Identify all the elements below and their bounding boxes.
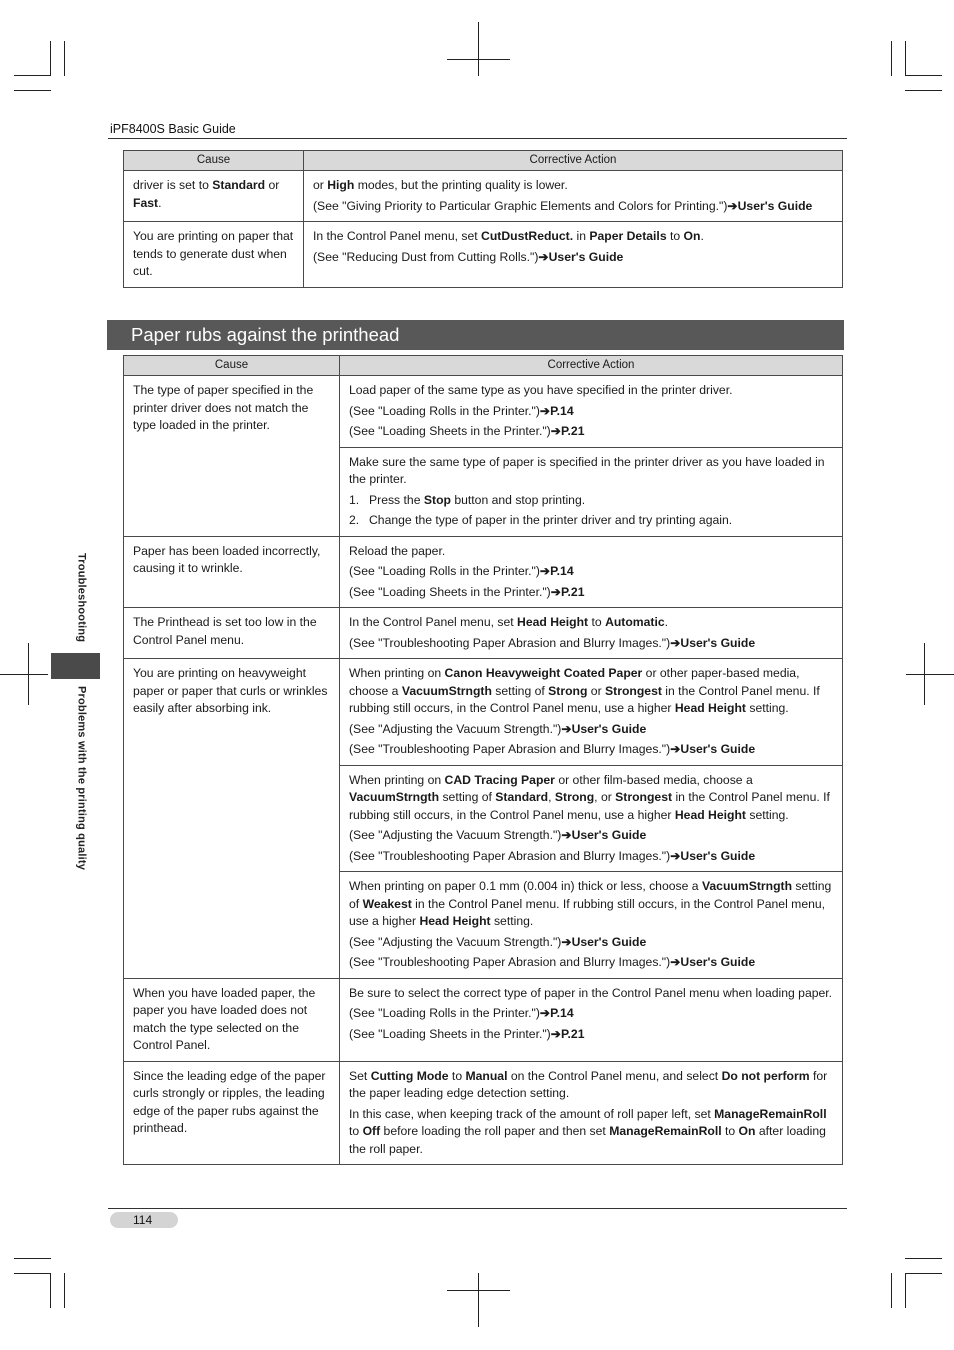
action-paragraph	[349, 563, 833, 581]
table-row	[124, 536, 843, 608]
bold-term: User's Guide	[680, 955, 756, 969]
action-paragraph	[349, 985, 833, 1003]
reference-arrow-icon: ➔	[550, 424, 561, 438]
bold-term: Head Height	[674, 701, 746, 715]
bold-term: VacuumStrngth	[701, 879, 793, 893]
text-run: modes, but the printing quality is lower.	[354, 178, 568, 192]
table-row	[124, 222, 843, 288]
bold-term: User's Guide	[571, 721, 647, 736]
action-paragraph	[349, 543, 833, 561]
text-run: (See "Adjusting the Vacuum Strength.")	[349, 721, 562, 736]
text-run: In the Control Panel menu, set	[349, 615, 518, 629]
section-title: Paper rubs against the printhead	[131, 324, 400, 345]
bold-term: P.14	[550, 403, 574, 418]
corrective-action-cell	[340, 765, 843, 872]
text-run: after loading the roll paper.	[349, 1124, 826, 1156]
paper-rubs-troubleshooting-table	[123, 355, 843, 1165]
text-run: setting of	[439, 790, 496, 804]
bold-term: User's Guide	[548, 249, 624, 264]
bold-term: User's Guide	[680, 635, 756, 650]
bold-term: P.14	[550, 564, 574, 578]
bold-term: User's Guide	[680, 742, 756, 756]
reference-arrow-icon: ➔	[670, 848, 681, 863]
step-item	[349, 512, 833, 530]
cause-text	[133, 543, 330, 578]
corrective-action-cell	[340, 376, 843, 448]
text-run: or	[587, 683, 606, 698]
bold-term: On	[683, 229, 701, 243]
text-run: button and stop printing.	[450, 492, 586, 507]
reference-arrow-icon: ➔	[670, 635, 681, 650]
bold-term: Head Height	[517, 615, 589, 629]
action-paragraph	[349, 878, 833, 931]
action-paragraph	[349, 454, 833, 489]
corrective-action-cell	[340, 978, 843, 1061]
action-column-header: Corrective Action	[304, 151, 843, 171]
cause-text	[133, 177, 294, 212]
text-run: setting.	[745, 701, 789, 715]
text-run: .	[158, 195, 162, 210]
action-paragraph	[349, 1005, 833, 1023]
text-run: setting of	[491, 683, 549, 698]
text-run: (See "Troubleshooting Paper Abrasion and Blurry Images.")	[349, 742, 671, 756]
reference-arrow-icon: ➔	[539, 1006, 551, 1020]
page-number: 114	[133, 1213, 153, 1227]
text-run: (See "Loading Sheets in the Printer.")	[349, 1026, 551, 1041]
text-run: or	[313, 178, 328, 192]
bold-term: Strongest	[605, 683, 662, 698]
bold-term: Strong	[554, 790, 595, 804]
cause-text	[133, 228, 294, 281]
text-run: Be sure to select the correct type of paper in the Control Panel menu when loading paper.	[349, 985, 833, 1000]
text-run: , or	[594, 790, 616, 804]
reference-arrow-icon: ➔	[561, 828, 572, 842]
action-paragraph	[349, 614, 833, 632]
corrective-action-cell	[340, 659, 843, 766]
cause-text	[133, 382, 330, 435]
cause-cell	[124, 1061, 340, 1165]
bold-term: VacuumStrngth	[349, 790, 440, 804]
bold-term: Stop	[423, 492, 451, 507]
action-paragraph	[349, 403, 833, 421]
text-run: in the Control Panel menu. If rubbing still occurs, in the Control Panel menu, use a higher	[349, 790, 830, 822]
bold-term: Do not perform	[721, 1068, 810, 1083]
table-row	[124, 978, 843, 1061]
text-run: to	[721, 1124, 739, 1138]
reference-arrow-icon: ➔	[539, 564, 551, 578]
text-run: (See "Loading Rolls in the Printer.")	[349, 403, 540, 418]
cause-text	[133, 614, 330, 649]
cause-text	[133, 985, 330, 1055]
text-run: or other paper-based media, choose a	[349, 666, 800, 698]
step-number: 1.	[349, 492, 360, 507]
text-run: (See "Adjusting the Vacuum Strength.")	[349, 934, 562, 949]
text-run: The Printhead is set too low in the Control Panel menu.	[133, 615, 317, 647]
text-run: In the Control Panel menu, set	[313, 229, 482, 243]
bold-term: Automatic	[605, 615, 665, 629]
bold-term: Weakest	[362, 896, 412, 911]
sidebar-section-label: Problems with the printing quality	[75, 686, 88, 871]
text-run: in the Control Panel menu. If rubbing still occurs, in the Control Panel menu, use a higher	[349, 896, 826, 928]
text-run: You are printing on paper that tends to generate dust when cut.	[133, 229, 294, 278]
corrective-action-cell	[340, 872, 843, 979]
action-paragraph	[349, 423, 833, 441]
running-header: iPF8400S Basic Guide	[110, 122, 236, 136]
reference-arrow-icon: ➔	[561, 721, 572, 736]
bold-term: Head Height	[419, 914, 491, 928]
text-run: When you have loaded paper, the paper you have loaded does not match the type selected on the Control Panel.	[133, 985, 316, 1052]
table-row	[124, 659, 843, 766]
text-run: (See "Loading Rolls in the Printer.")	[349, 564, 540, 578]
bold-term: Cutting Mode	[370, 1068, 449, 1083]
text-run: Set	[349, 1068, 371, 1083]
text-run: .	[664, 615, 669, 629]
action-paragraph	[313, 198, 833, 216]
text-run: Press the	[369, 492, 424, 507]
bold-term: On	[738, 1124, 756, 1138]
corrective-action-cell	[340, 447, 843, 536]
bold-term: VacuumStrngth	[401, 683, 492, 698]
bold-term: P.21	[560, 424, 585, 438]
text-run: When printing on	[349, 666, 445, 680]
text-run: (See "Reducing Dust from Cutting Rolls.")	[313, 249, 539, 264]
sidebar-chapter-label: Troubleshooting	[75, 553, 88, 643]
bold-term: ManageRemainRoll	[714, 1106, 827, 1121]
corrective-action-cell	[304, 171, 843, 222]
bold-term: Standard	[212, 178, 266, 192]
bold-term: CAD Tracing Paper	[444, 772, 555, 787]
text-run: setting.	[490, 914, 534, 928]
action-paragraph	[349, 665, 833, 718]
text-run: or other film-based media, choose a	[554, 772, 753, 787]
cause-cell	[124, 978, 340, 1061]
cause-cell	[124, 171, 304, 222]
bold-term: Canon Heavyweight Coated Paper	[444, 666, 643, 680]
text-run: Reload the paper.	[349, 543, 446, 558]
header-divider	[108, 138, 847, 139]
reference-arrow-icon: ➔	[561, 934, 572, 949]
action-paragraph	[349, 584, 833, 602]
text-run: setting.	[745, 807, 789, 822]
action-paragraph	[313, 228, 833, 246]
reference-arrow-icon: ➔	[550, 1026, 561, 1041]
action-paragraph	[349, 827, 833, 845]
bold-term: Strongest	[615, 790, 673, 804]
text-run: on the Control Panel menu, and select	[507, 1068, 722, 1083]
cause-cell	[124, 608, 340, 659]
text-run: (See "Loading Rolls in the Printer.")	[349, 1006, 540, 1020]
cause-cell	[124, 659, 340, 979]
text-run: to	[448, 1068, 466, 1083]
text-run: In this case, when keeping track of the amount of roll paper left, set	[349, 1106, 715, 1121]
action-column-header: Corrective Action	[340, 356, 843, 376]
reference-arrow-icon: ➔	[550, 584, 561, 599]
bold-term: User's Guide	[680, 848, 756, 863]
table-row	[124, 1061, 843, 1165]
bold-term: P.14	[550, 1006, 574, 1020]
bold-term: CutDustReduct.	[481, 229, 574, 243]
text-run: in the Control Panel menu. If rubbing still occurs, in the Control Panel menu, use a higher	[349, 683, 820, 715]
cause-cell	[124, 376, 340, 537]
corrective-action-cell	[304, 222, 843, 288]
bold-term: Manual	[465, 1068, 508, 1083]
cause-cell	[124, 536, 340, 608]
text-run: to	[349, 1124, 363, 1138]
reference-arrow-icon: ➔	[538, 249, 549, 264]
cause-column-header: Cause	[124, 151, 304, 171]
step-number: 2.	[349, 513, 360, 527]
text-run: (See "Loading Sheets in the Printer.")	[349, 584, 551, 599]
cause-cell	[124, 222, 304, 288]
text-run: (See "Giving Priority to Particular Graphic Elements and Colors for Printing.")	[313, 198, 728, 213]
text-run: (See "Troubleshooting Paper Abrasion and Blurry Images.")	[349, 955, 671, 969]
bold-term: Off	[362, 1124, 381, 1138]
bold-term: Head Height	[674, 807, 746, 822]
table-row	[124, 376, 843, 448]
text-run: driver is set to	[133, 178, 213, 192]
cause-column-header: Cause	[124, 356, 340, 376]
text-run: Make sure the same type of paper is specified in the printer driver as you have loaded in the printer.	[349, 454, 825, 486]
bold-term: User's Guide	[571, 828, 647, 842]
text-run: .	[700, 229, 704, 243]
bold-term: Standard	[495, 790, 549, 804]
chapter-tab-marker	[51, 653, 100, 679]
continued-troubleshooting-table	[123, 150, 843, 288]
bold-term: P.21	[560, 584, 585, 599]
action-paragraph	[349, 1068, 833, 1103]
text-run: (See "Adjusting the Vacuum Strength.")	[349, 828, 562, 842]
reference-arrow-icon: ➔	[727, 198, 738, 213]
step-item	[349, 492, 833, 510]
bold-term: Fast	[133, 195, 159, 210]
reference-arrow-icon: ➔	[539, 403, 551, 418]
corrective-action-cell	[340, 1061, 843, 1165]
text-run: in	[573, 229, 590, 243]
text-run: You are printing on heavyweight paper or paper that curls or wrinkles easily after absorbing ink.	[133, 666, 328, 715]
text-run: (See "Troubleshooting Paper Abrasion and Blurry Images.")	[349, 635, 671, 650]
action-paragraph	[349, 635, 833, 653]
text-run: or	[265, 178, 280, 192]
action-paragraph	[349, 741, 833, 759]
text-run: Change the type of paper in the printer driver and try printing again.	[369, 513, 733, 527]
text-run: Paper has been loaded incorrectly, causing it to wrinkle.	[133, 543, 321, 575]
text-run: When printing on	[349, 772, 445, 787]
action-paragraph	[349, 934, 833, 952]
reference-arrow-icon: ➔	[670, 955, 681, 969]
action-paragraph	[313, 177, 833, 195]
action-paragraph	[313, 249, 833, 267]
text-run: ,	[548, 790, 555, 804]
step-list	[349, 492, 833, 530]
text-run: Since the leading edge of the paper curls strongly or ripples, the leading edge of the paper rubs against the printhead.	[133, 1068, 326, 1135]
table-row	[124, 171, 843, 222]
text-run: When printing on paper 0.1 mm (0.004 in) thick or less, choose a	[349, 879, 702, 893]
text-run: (See "Troubleshooting Paper Abrasion and Blurry Images.")	[349, 848, 671, 863]
text-run: to	[666, 229, 684, 243]
bold-term: P.21	[560, 1026, 585, 1041]
footer-divider	[108, 1208, 847, 1209]
text-run: to	[588, 615, 606, 629]
action-paragraph	[349, 721, 833, 739]
corrective-action-cell	[340, 608, 843, 659]
text-run: before loading the roll paper and then set	[380, 1124, 610, 1138]
action-paragraph	[349, 1106, 833, 1159]
action-paragraph	[349, 1026, 833, 1044]
text-run: Load paper of the same type as you have specified in the printer driver.	[349, 383, 733, 397]
action-paragraph	[349, 772, 833, 825]
bold-term: Paper Details	[589, 229, 667, 243]
text-run: setting of	[349, 879, 832, 911]
text-run: (See "Loading Sheets in the Printer.")	[349, 424, 551, 438]
text-run: The type of paper specified in the printer driver does not match the type loaded in the printer.	[133, 383, 314, 432]
bold-term: User's Guide	[571, 934, 647, 949]
cause-text	[133, 665, 330, 718]
bold-term: High	[327, 178, 355, 192]
action-paragraph	[349, 848, 833, 866]
bold-term: User's Guide	[737, 198, 813, 213]
corrective-action-cell	[340, 536, 843, 608]
bold-term: ManageRemainRoll	[609, 1124, 722, 1138]
action-paragraph	[349, 382, 833, 400]
action-paragraph	[349, 954, 833, 972]
cause-text	[133, 1068, 330, 1138]
table-row	[124, 608, 843, 659]
reference-arrow-icon: ➔	[670, 742, 681, 756]
bold-term: Strong	[548, 683, 588, 698]
text-run: for the paper leading edge detection setting.	[349, 1068, 828, 1100]
